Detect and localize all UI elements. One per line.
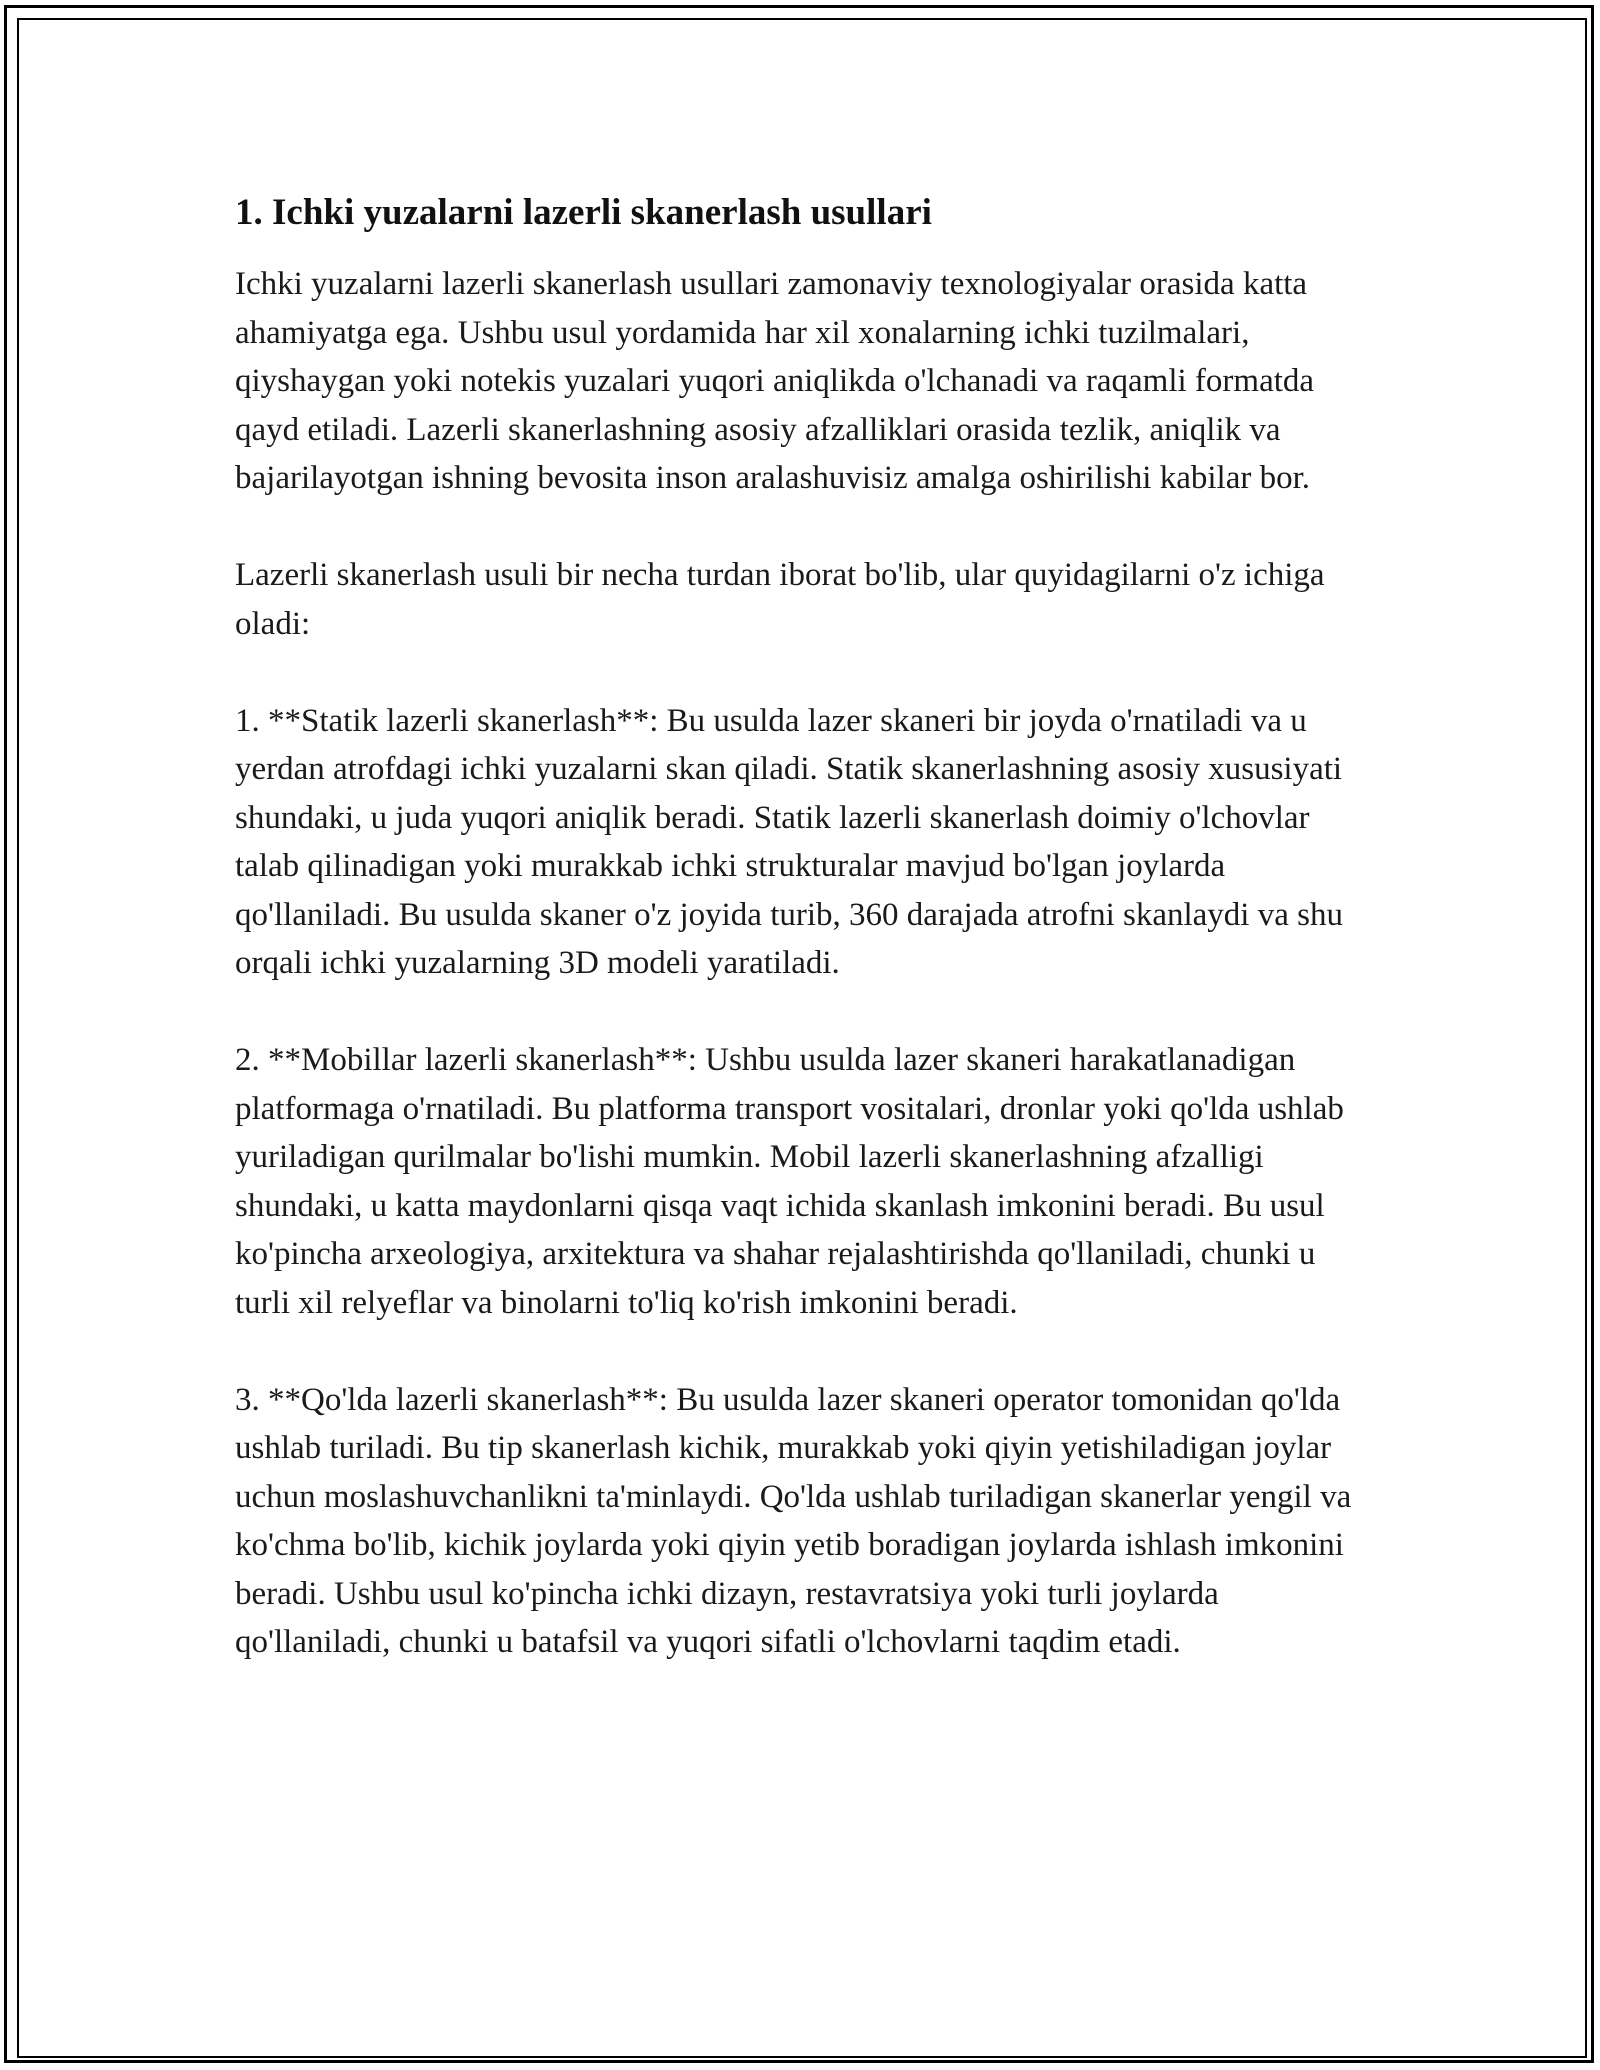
page-title: 1. Ichki yuzalarni lazerli skanerlash usullari (235, 192, 932, 233)
static-scanning-paragraph: 1. **Statik lazerli skanerlash**: Bu usulda lazer skaneri bir joyda o'rnatiladi va u yerdan atrofdagi ichki yuzalarni skan qiladi. Statik skanerlashning asosiy xususiyati shundaki, u juda yuqori aniqlik beradi. Statik lazerli skanerlash doimiy o'lchovlar talab qilinadigan yoki murakkab ichki strukturalar mavjud bo'lgan joylarda qo'llaniladi. Bu usulda skaner o'z joyida turib, 360 darajada atrofni skanlaydi va shu orqali ichki yuzalarning 3D modeli yaratiladi. (235, 702, 1343, 981)
intro-paragraph: Ichki yuzalarni lazerli skanerlash usullari zamonaviy texnologiyalar orasida katta ahamiyatga ega. Ushbu usul yordamida har xil xonalarning ichki tuzilmalari, qiyshaygan yoki notekis yuzalari yuqori aniqlikda o'lchanadi va raqamli formatda qayd etiladi. Lazerli skanerlashning asosiy afzalliklari orasida tezlik, aniqlik va bajarilayotgan ishning bevosita inson aralashuvisiz amalga oshirilishi kabilar bor. (235, 266, 1315, 496)
handheld-scanning-paragraph: 3. **Qo'lda lazerli skanerlash**: Bu usulda lazer skaneri operator tomonidan qo'lda ushlab turiladi. Bu tip skanerlash kichik, murakkab yoki qiyin yetishiladigan joylar uchun moslashuvchanlikni ta'minlaydi. Qo'lda ushlab turiladigan skanerlar yengil va ko'chma bo'lib, kichik joylarda yoki qiyin yetib boradigan joylarda ishlash imkonini beradi. Ushbu usul ko'pincha ichki dizayn, restavratsiya yoki turli joylarda qo'llaniladi, chunki u batafsil va yuqori sifatli o'lchovlarni taqdim etadi. (235, 1381, 1352, 1660)
mobile-scanning-paragraph: 2. **Mobillar lazerli skanerlash**: Ushbu usulda lazer skaneri harakatlanadigan platformaga o'rnatiladi. Bu platforma transport vositalari, dronlar yoki qo'lda ushlab yuriladigan qurilmalar bo'lishi mumkin. Mobil lazerli skanerlashning afzalligi shundaki, u katta maydonlarni qisqa vaqt ichida skanlash imkonini beradi. Bu usul ko'pincha arxeologiya, arxitektura va shahar rejalashtirishda qo'llaniladi, chunki u turli xil relyeflar va binolarni to'liq ko'rish imkonini beradi. (235, 1042, 1344, 1321)
document-body (235, 190, 1375, 1715)
types-intro-paragraph: Lazerli skanerlash usuli bir necha turdan iborat bo'lib, ular quyidagilarni o'z ichiga oladi: (235, 557, 1325, 642)
